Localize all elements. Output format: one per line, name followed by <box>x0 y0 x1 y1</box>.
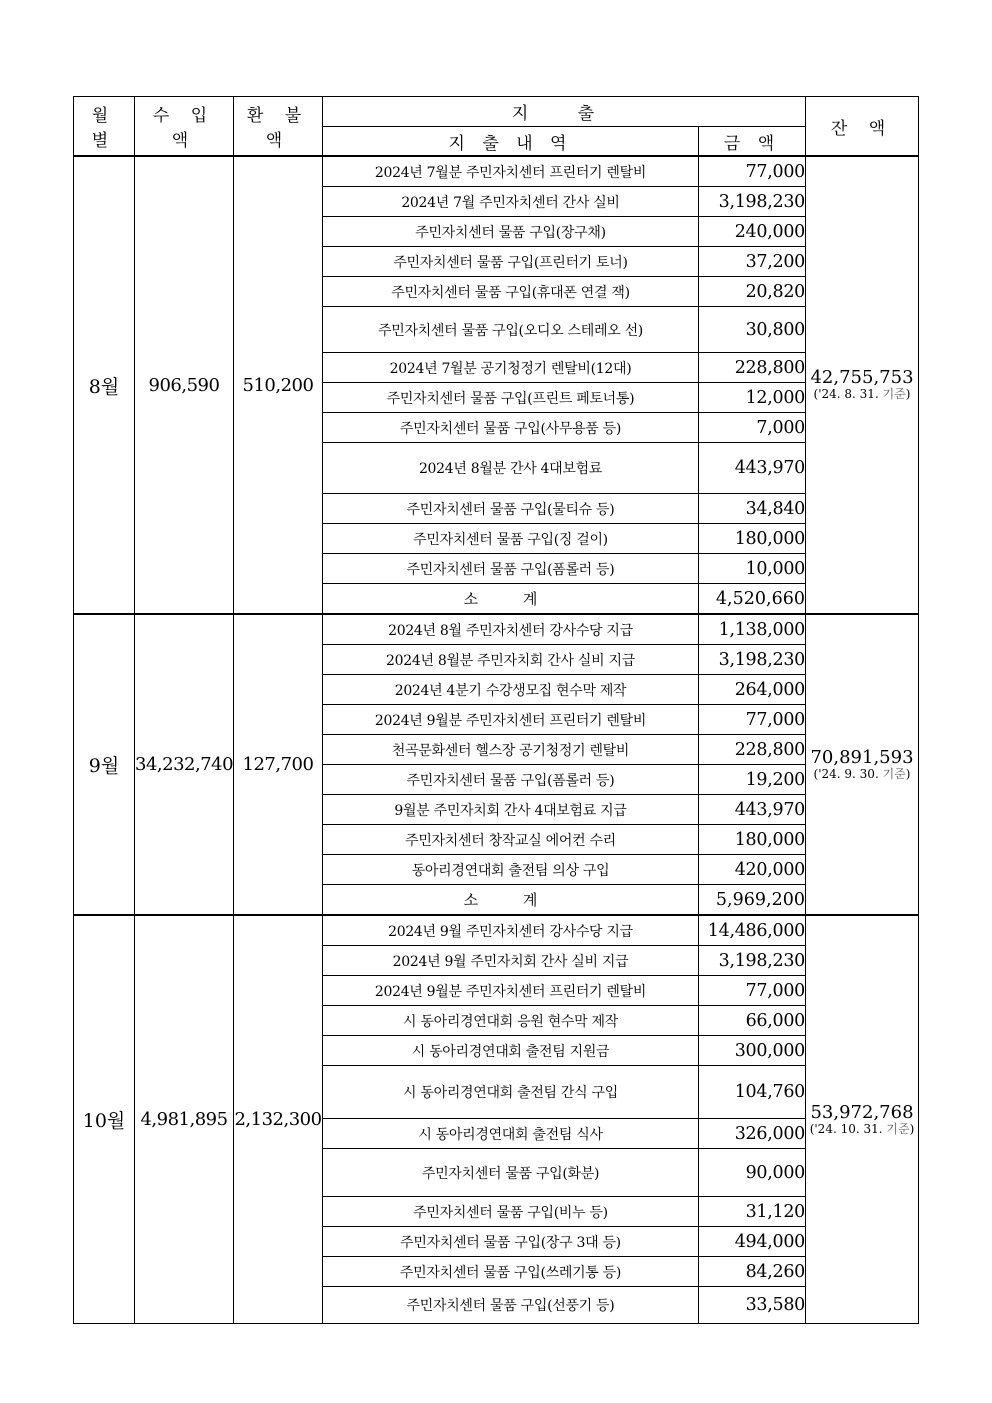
income-cell: 4,981,895 <box>135 915 234 1324</box>
balance-ref-word: 기준 <box>886 1121 910 1136</box>
expense-description: 주민자치센터 물품 구입(프린터기 토너) <box>323 247 699 277</box>
expense-amount: 240,000 <box>699 217 806 247</box>
expense-amount: 420,000 <box>699 855 806 885</box>
expense-amount: 494,000 <box>699 1227 806 1257</box>
expense-amount: 14,486,000 <box>699 915 806 946</box>
expense-amount: 443,970 <box>699 795 806 825</box>
expense-description: 시 동아리경연대회 출전팀 간식 구입 <box>323 1066 699 1119</box>
balance-value: 53,972,768 <box>810 1101 914 1123</box>
expense-amount: 77,000 <box>699 705 806 735</box>
table-row <box>74 915 919 946</box>
expense-amount: 77,000 <box>699 976 806 1006</box>
expense-description: 주민자치센터 물품 구입(장구 3대 등) <box>323 1227 699 1257</box>
balance-date: ('24. 8. 31. <box>813 387 879 401</box>
expense-amount: 300,000 <box>699 1036 806 1066</box>
balance-note: ('24. 9. 30. 기준) <box>813 766 911 781</box>
header-amount: 금 액 <box>699 127 806 157</box>
expense-amount: 31,120 <box>699 1197 806 1227</box>
expense-amount: 228,800 <box>699 353 806 383</box>
subtotal-amount: 5,969,200 <box>699 885 806 916</box>
expense-description: 2024년 9월분 주민자치센터 프린터기 렌탈비 <box>323 705 699 735</box>
expense-amount: 443,970 <box>699 443 806 494</box>
subtotal-label: 소 계 <box>323 584 699 615</box>
expense-amount: 326,000 <box>699 1119 806 1149</box>
header-expense: 지 출 <box>323 97 806 127</box>
expense-amount: 19,200 <box>699 765 806 795</box>
balance-date: ('24. 10. 31. <box>809 1121 883 1136</box>
expense-description: 주민자치센터 물품 구입(폼롤러 등) <box>323 554 699 584</box>
expense-description: 2024년 8월 주민자치센터 강사수당 지급 <box>323 614 699 645</box>
expense-amount: 180,000 <box>699 524 806 554</box>
expense-amount: 3,198,230 <box>699 187 806 217</box>
expense-amount: 33,580 <box>699 1287 806 1324</box>
header-expense-detail: 지 출 내 역 <box>323 127 699 157</box>
header-income: 수 입 액 <box>135 97 234 157</box>
balance-date: ('24. 9. 30. <box>813 766 879 781</box>
expense-description: 시 동아리경연대회 응원 현수막 제작 <box>323 1006 699 1036</box>
expense-description: 2024년 8월분 간사 4대보험료 <box>323 443 699 494</box>
balance-cell <box>806 614 919 915</box>
expense-amount: 77,000 <box>699 156 806 187</box>
expense-description: 2024년 7월분 주민자치센터 프린터기 렌탈비 <box>323 156 699 187</box>
income-cell: 906,590 <box>135 156 234 614</box>
balance-note: ('24. 8. 31. 기준) <box>813 387 911 401</box>
balance-ref-word: 기준 <box>882 387 906 401</box>
balance-ref-word: 기준 <box>882 766 906 781</box>
expense-amount: 84,260 <box>699 1257 806 1287</box>
expense-amount: 37,200 <box>699 247 806 277</box>
table-row <box>74 156 919 187</box>
month-cell: 8월 <box>74 156 135 614</box>
refund-cell: 510,200 <box>234 156 323 614</box>
income-cell: 34,232,740 <box>135 614 234 915</box>
expense-description: 주민자치센터 물품 구입(폼롤러 등) <box>323 765 699 795</box>
refund-cell: 127,700 <box>234 614 323 915</box>
balance-value: 70,891,593 <box>810 746 914 768</box>
expense-description: 2024년 9월 주민자치센터 강사수당 지급 <box>323 915 699 946</box>
expense-description: 주민자치센터 물품 구입(쓰레기통 등) <box>323 1257 699 1287</box>
expense-ledger-table <box>73 96 919 1324</box>
month-cell: 10월 <box>74 915 135 1324</box>
expense-amount: 66,000 <box>699 1006 806 1036</box>
header-month: 월 별 <box>74 97 135 157</box>
expense-amount: 1,138,000 <box>699 614 806 645</box>
expense-description: 2024년 9월분 주민자치센터 프린터기 렌탈비 <box>323 976 699 1006</box>
header-balance: 잔 액 <box>806 97 919 157</box>
subtotal-label: 소 계 <box>323 885 699 916</box>
expense-amount: 180,000 <box>699 825 806 855</box>
expense-amount: 3,198,230 <box>699 645 806 675</box>
ledger-body <box>74 156 919 1324</box>
expense-description: 주민자치센터 물품 구입(프린트 페토너통) <box>323 383 699 413</box>
balance-value: 42,755,753 <box>810 367 914 388</box>
header-refund: 환 불 액 <box>234 97 323 157</box>
expense-description: 2024년 9월 주민자치회 간사 실비 지급 <box>323 946 699 976</box>
expense-description: 9월분 주민자치회 간사 4대보험료 지급 <box>323 795 699 825</box>
expense-description: 2024년 4분기 수강생모집 현수막 제작 <box>323 675 699 705</box>
expense-description: 시 동아리경연대회 출전팀 식사 <box>323 1119 699 1149</box>
subtotal-amount: 4,520,660 <box>699 584 806 615</box>
table-row <box>74 614 919 645</box>
expense-description: 주민자치센터 물품 구입(휴대폰 연결 잭) <box>323 277 699 307</box>
expense-description: 주민자치센터 창작교실 에어컨 수리 <box>323 825 699 855</box>
expense-description: 주민자치센터 물품 구입(물티슈 등) <box>323 494 699 524</box>
expense-amount: 12,000 <box>699 383 806 413</box>
expense-amount: 104,760 <box>699 1066 806 1119</box>
expense-description: 주민자치센터 물품 구입(징 걸이) <box>323 524 699 554</box>
balance-note: ('24. 10. 31. 기준) <box>809 1121 915 1136</box>
balance-cell <box>806 915 919 1324</box>
balance-cell <box>806 156 919 614</box>
expense-amount: 30,800 <box>699 307 806 353</box>
expense-amount: 264,000 <box>699 675 806 705</box>
expense-amount: 10,000 <box>699 554 806 584</box>
expense-description: 주민자치센터 물품 구입(선풍기 등) <box>323 1287 699 1324</box>
month-cell: 9월 <box>74 614 135 915</box>
expense-amount: 34,840 <box>699 494 806 524</box>
expense-description: 동아리경연대회 출전팀 의상 구입 <box>323 855 699 885</box>
expense-description: 천곡문화센터 헬스장 공기청정기 렌탈비 <box>323 735 699 765</box>
expense-amount: 90,000 <box>699 1149 806 1197</box>
expense-description: 2024년 7월 주민자치센터 간사 실비 <box>323 187 699 217</box>
expense-description: 2024년 7월분 공기청정기 렌탈비(12대) <box>323 353 699 383</box>
expense-amount: 20,820 <box>699 277 806 307</box>
expense-description: 주민자치센터 물품 구입(오디오 스테레오 선) <box>323 307 699 353</box>
refund-cell: 2,132,300 <box>234 915 323 1324</box>
expense-description: 주민자치센터 물품 구입(장구채) <box>323 217 699 247</box>
expense-description: 주민자치센터 물품 구입(화분) <box>323 1149 699 1197</box>
expense-description: 시 동아리경연대회 출전팀 지원금 <box>323 1036 699 1066</box>
expense-description: 주민자치센터 물품 구입(비누 등) <box>323 1197 699 1227</box>
expense-amount: 3,198,230 <box>699 946 806 976</box>
expense-amount: 228,800 <box>699 735 806 765</box>
expense-amount: 7,000 <box>699 413 806 443</box>
expense-description: 2024년 8월분 주민자치회 간사 실비 지급 <box>323 645 699 675</box>
expense-description: 주민자치센터 물품 구입(사무용품 등) <box>323 413 699 443</box>
